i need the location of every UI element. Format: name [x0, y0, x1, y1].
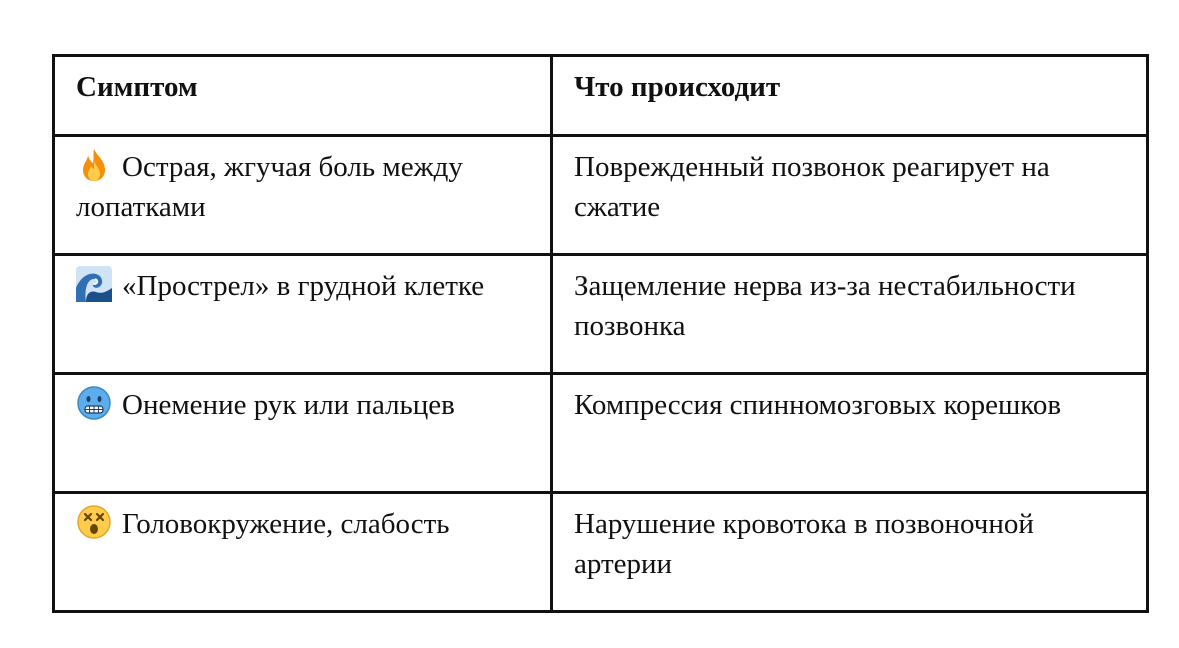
what-happens-cell: Поврежденный позвонок реагирует на сжатие: [552, 136, 1148, 255]
table-row: [54, 136, 1148, 255]
table-row: [54, 493, 1148, 612]
symptom-text: Головокружение, слабость: [122, 508, 450, 540]
symptoms-table: [52, 54, 1149, 613]
symptom-text: Острая, жгучая боль между лопатками: [76, 151, 463, 223]
header-what-happens: Что происходит: [552, 56, 1148, 136]
wave-icon: [76, 266, 112, 302]
table-row: [54, 255, 1148, 374]
symptom-text: «Прострел» в грудной клетке: [122, 270, 485, 302]
dizzy-face-icon: [76, 504, 112, 540]
what-happens-cell: Компрессия спинномозговых корешков: [552, 374, 1148, 493]
cold-face-icon: [76, 385, 112, 421]
fire-icon: [76, 147, 112, 183]
symptom-cell: [54, 374, 552, 493]
header-symptom: Симптом: [54, 56, 552, 136]
what-happens-cell: Защемление нерва из-за нестабильности позвонка: [552, 255, 1148, 374]
what-happens-cell: Нарушение кровотока в позвоночной артерии: [552, 493, 1148, 612]
symptom-text: Онемение рук или пальцев: [122, 389, 455, 421]
symptom-cell: [54, 136, 552, 255]
symptom-cell: [54, 493, 552, 612]
symptom-cell: [54, 255, 552, 374]
table-row: [54, 374, 1148, 493]
table-header-row: [54, 56, 1148, 136]
